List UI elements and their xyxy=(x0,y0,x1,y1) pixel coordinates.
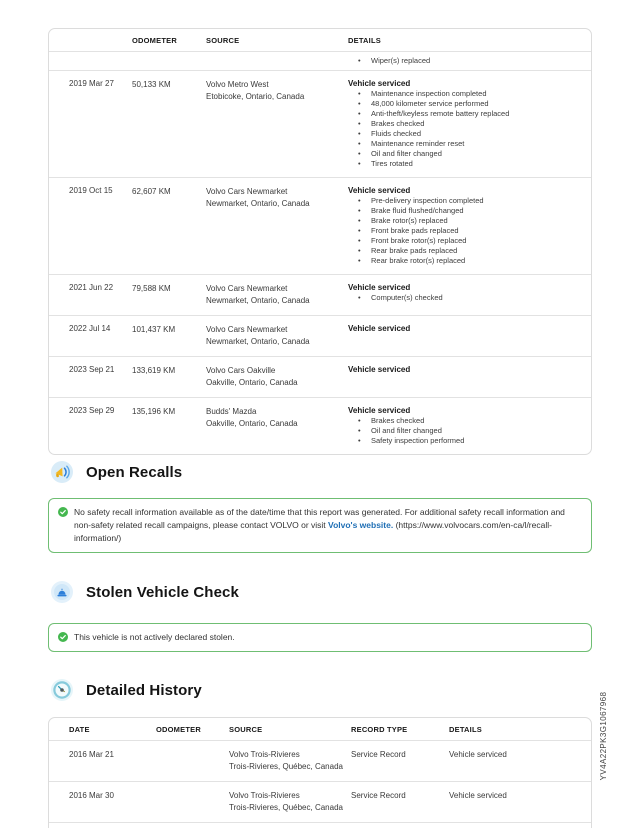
open-recalls-note-text xyxy=(74,506,581,545)
table-row-cutoff xyxy=(49,823,591,828)
section-title-open-recalls: Open Recalls xyxy=(86,463,183,481)
history-date: 2016 Mar 21 xyxy=(69,750,114,759)
service-date: 2021 Jun 22 xyxy=(69,283,114,292)
table-row xyxy=(49,398,591,454)
header-source: SOURCE xyxy=(229,725,263,734)
history-date: 2016 Mar 30 xyxy=(69,791,114,800)
service-odometer: 79,588 KM xyxy=(132,284,171,293)
history-source-location: Trois-Rivieres, Québec, Canada xyxy=(229,803,343,812)
service-detail-bullet: • Anti-theft/keyless remote battery replaced xyxy=(348,109,583,119)
table-row xyxy=(49,71,591,178)
table-row xyxy=(49,357,591,398)
service-detail-bullet: • Front brake rotor(s) replaced xyxy=(348,236,583,246)
service-detail-bullet: • Computer(s) checked xyxy=(348,293,583,303)
service-odometer: 50,133 KM xyxy=(132,80,171,89)
table-row xyxy=(49,741,591,782)
siren-icon xyxy=(50,580,74,604)
history-odometer xyxy=(156,790,229,814)
history-record-type: Service Record xyxy=(351,750,406,759)
history-record-type: Service Record xyxy=(351,791,406,800)
table-row-partial xyxy=(49,52,591,71)
service-source-location: Oakville, Ontario, Canada xyxy=(206,419,298,428)
service-source-location: Newmarket, Ontario, Canada xyxy=(206,199,310,208)
service-detail-bullet: • Fluids checked xyxy=(348,129,583,139)
recall-note-text: No safety recall information available as of the date/time that this report was generated. For additional safety recall information and non-safety related recall campaigns, please contact VOLVO or visit xyxy=(74,507,565,530)
service-detail-bullet: • Brake rotor(s) replaced xyxy=(348,216,583,226)
service-detail-bullet: • Brakes checked xyxy=(348,416,583,426)
recall-note-url: (https://www.volvocars.com/en-ca/l/recall-information/) xyxy=(74,520,552,543)
service-detail-bullet: • Tires rotated xyxy=(348,159,583,169)
stolen-check-section-header xyxy=(50,580,640,604)
service-details-title: Vehicle serviced xyxy=(348,283,411,292)
service-detail-bullet: • Brake fluid flushed/changed xyxy=(348,206,583,216)
service-detail-bullet: • Oil and filter changed xyxy=(348,149,583,159)
history-odometer xyxy=(156,749,229,773)
service-detail-bullet: • Oil and filter changed xyxy=(348,426,583,436)
header-odometer: ODOMETER xyxy=(132,36,177,45)
history-source-location: Trois-Rivieres, Québec, Canada xyxy=(229,762,343,771)
service-source-name: Volvo Cars Newmarket xyxy=(206,325,288,334)
service-source-name: Volvo Metro West xyxy=(206,80,269,89)
detailed-history-section-header xyxy=(50,678,640,702)
detailed-history-table xyxy=(48,717,592,828)
service-details-title: Vehicle serviced xyxy=(348,186,411,195)
service-details-title: Vehicle serviced xyxy=(348,406,411,415)
header-source: SOURCE xyxy=(206,36,240,45)
service-date: 2019 Oct 15 xyxy=(69,186,113,195)
history-source-name: Volvo Trois-Rivieres xyxy=(229,750,300,759)
header-details: DETAILS xyxy=(348,36,381,45)
stolen-check-note-text: This vehicle is not actively declared stolen. xyxy=(74,632,235,642)
history-details: Vehicle serviced xyxy=(449,750,507,759)
service-source-name: Volvo Cars Newmarket xyxy=(206,284,288,293)
service-detail-bullet: • Maintenance inspection completed xyxy=(348,89,583,99)
service-details-title: Vehicle serviced xyxy=(348,365,411,374)
service-detail-bullet: • Maintenance reminder reset xyxy=(348,139,583,149)
service-date: 2023 Sep 21 xyxy=(69,365,115,374)
megaphone-icon xyxy=(50,460,74,484)
check-circle-icon xyxy=(58,632,68,642)
history-source-name: Volvo Trois-Rivieres xyxy=(229,791,300,800)
service-detail-bullet: • Brakes checked xyxy=(348,119,583,129)
detailed-history-header xyxy=(49,718,591,741)
header-details: DETAILS xyxy=(449,725,482,734)
header-odometer: ODOMETER xyxy=(156,725,201,734)
service-odometer: 101,437 KM xyxy=(132,325,176,334)
service-detail-bullet: • Front brake pads replaced xyxy=(348,226,583,236)
service-detail-bullet: • 48,000 kilometer service performed xyxy=(348,99,583,109)
service-source-name: Volvo Cars Newmarket xyxy=(206,187,288,196)
service-source-name: Budds' Mazda xyxy=(206,407,257,416)
header-record-type: RECORD TYPE xyxy=(351,725,408,734)
service-table-header xyxy=(49,29,591,52)
service-source-name: Volvo Cars Oakville xyxy=(206,366,276,375)
volvo-website-link[interactable]: Volvo's website. xyxy=(328,520,394,530)
gauge-icon xyxy=(50,678,74,702)
service-source-location: Newmarket, Ontario, Canada xyxy=(206,296,310,305)
service-detail-bullet: • Rear brake pads replaced xyxy=(348,246,583,256)
section-title-detailed-history: Detailed History xyxy=(86,681,202,699)
service-detail-bullet: • Rear brake rotor(s) replaced xyxy=(348,256,583,266)
table-row xyxy=(49,275,591,316)
header-date-blank xyxy=(69,36,132,45)
table-row xyxy=(49,178,591,275)
check-circle-icon xyxy=(58,507,68,517)
table-row xyxy=(49,782,591,823)
open-recalls-note xyxy=(48,498,592,553)
service-details-title: Vehicle serviced xyxy=(348,324,411,333)
service-odometer: 62,607 KM xyxy=(132,187,171,196)
service-date: 2019 Mar 27 xyxy=(69,79,114,88)
service-odometer: 133,619 KM xyxy=(132,366,176,375)
service-source-location: Oakville, Ontario, Canada xyxy=(206,378,298,387)
header-date: DATE xyxy=(69,725,90,734)
service-source-location: Etobicoke, Ontario, Canada xyxy=(206,92,305,101)
service-detail-bullet: • Safety inspection performed xyxy=(348,436,583,446)
history-details: Vehicle serviced xyxy=(449,791,507,800)
table-row xyxy=(49,316,591,357)
service-details-title: Vehicle serviced xyxy=(348,79,411,88)
service-date: 2022 Jul 14 xyxy=(69,324,111,333)
service-detail-bullet: • Pre-delivery inspection completed xyxy=(348,196,583,206)
vin-vertical-label: YV4A22PK3G1067968 xyxy=(599,691,608,781)
section-title-stolen-check: Stolen Vehicle Check xyxy=(86,583,239,601)
service-date: 2023 Sep 29 xyxy=(69,406,115,415)
open-recalls-section-header xyxy=(50,460,640,484)
service-detail-bullet: • Wiper(s) replaced xyxy=(348,56,583,66)
service-source-location: Newmarket, Ontario, Canada xyxy=(206,337,310,346)
service-odometer: 135,196 KM xyxy=(132,407,176,416)
stolen-check-note xyxy=(48,623,592,652)
service-history-table xyxy=(48,28,592,455)
